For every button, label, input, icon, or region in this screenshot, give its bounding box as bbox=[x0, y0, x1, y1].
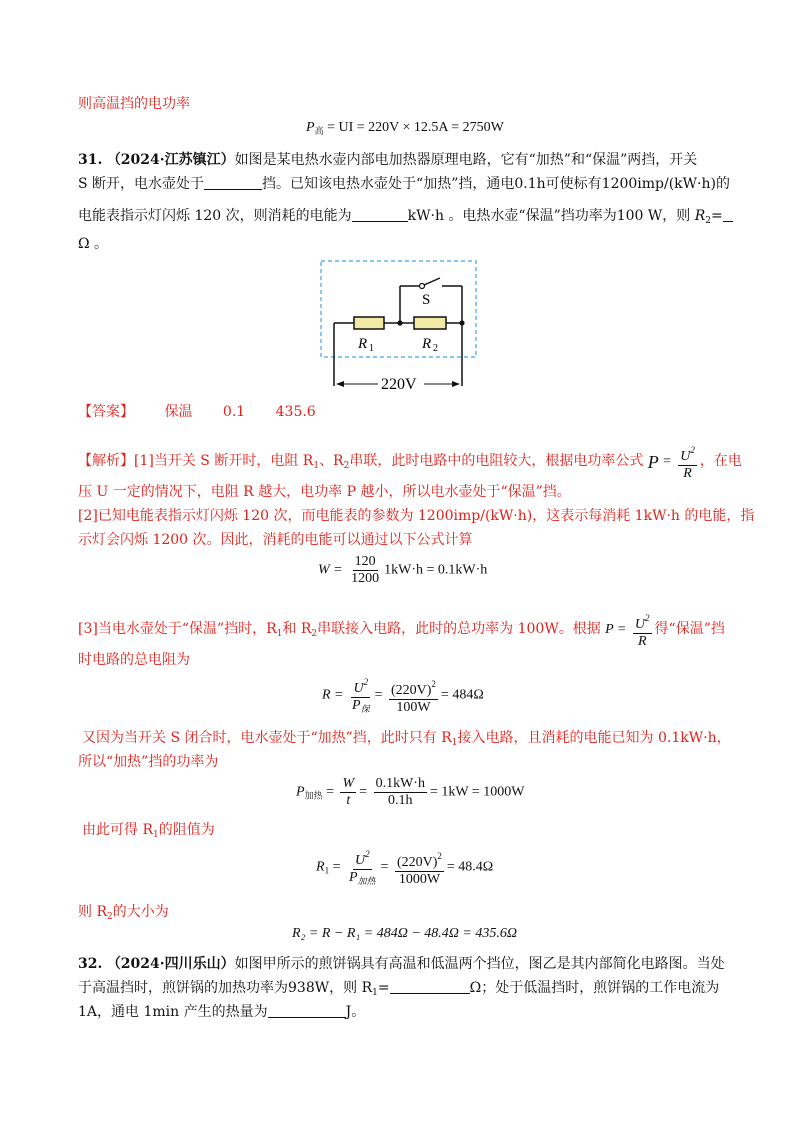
r2-sub: 2 bbox=[433, 343, 438, 354]
equation-r2: R₂ = R − R₁ = 484Ω − 48.4Ω = 435.6Ω bbox=[292, 926, 517, 941]
analysis-text: 串联接入电路，此时的总功率为 100W。根据 bbox=[317, 621, 601, 638]
question-text: 如图甲所示的煎饼锅具有高温和低温两个挡位，图乙是其内部简化电路图。当处 bbox=[234, 956, 725, 972]
question-source: （2024·四川乐山） bbox=[106, 956, 235, 972]
eq-den-sub: 加热 bbox=[357, 876, 376, 886]
eq-den-sub: 保 bbox=[360, 704, 370, 714]
answer-blank-1[interactable] bbox=[204, 175, 262, 190]
analysis-text: 得“保温”挡 bbox=[654, 621, 725, 638]
r2-label: R bbox=[422, 336, 432, 352]
switch-contact bbox=[420, 284, 425, 289]
question-text: 1200imp/(kW·h) bbox=[601, 176, 716, 192]
question-text: 0.1h bbox=[514, 176, 546, 192]
answer-1: 保温 bbox=[164, 404, 193, 420]
resistor-r2 bbox=[414, 317, 446, 329]
eq-den: P bbox=[352, 698, 361, 713]
analysis-p1-line2: 压 U 一定的情况下，电阻 R 越大，电功率 P 越小，所以电水壶处于“保温”挡。 bbox=[78, 484, 571, 500]
analysis-p4-line2: 所以“加热”挡的功率为 bbox=[78, 754, 219, 770]
analysis-p4-line1: 又因为当开关 S 闭合时，电水壶处于“加热”挡，此时只有 $R_1$接入电路，且消耗的电能已知为 0.1kW·h， bbox=[82, 730, 731, 748]
eq-lhs: R bbox=[316, 859, 325, 875]
question-32-line1 bbox=[78, 954, 725, 974]
eq-num: 120 bbox=[354, 554, 376, 569]
question-text: ，则 bbox=[662, 208, 691, 224]
resistor-r1 bbox=[354, 317, 384, 329]
analysis-text: 又因为当开关 S 闭合时，电水壶处于“加热”挡，此时只有 R bbox=[82, 730, 452, 746]
question-text: 的 bbox=[715, 176, 730, 192]
question-text: 于高温挡时，煎饼锅的加热功率为 bbox=[78, 980, 288, 996]
analysis-text: 由此可得 R bbox=[82, 822, 153, 838]
eq-num2: 0.1kW·h bbox=[375, 776, 425, 791]
analysis-p2-line1: [2]已知电能表指示灯闪烁 120 次，而电能表的参数为 1200imp/(kW·h)，这表示每消耗 1kW·h 的电能，指 bbox=[78, 508, 755, 524]
eq-den: 1200 bbox=[351, 571, 380, 586]
eq-den2: 0.1h bbox=[388, 793, 413, 808]
equation-total-resistance: R = $\frac{U^2}{P_保}$ = $\frac{(220V)^2}{100W}$ = 484Ω bbox=[322, 674, 484, 717]
answer-blank-2[interactable] bbox=[352, 207, 408, 222]
answer-label: 【答案】 bbox=[78, 404, 134, 420]
r1-sub: 1 bbox=[369, 343, 374, 354]
equation-r1: $R_1$ = $\frac{U^2}{P_{加热}}$ = $\frac{(220V)^2}{1000W}$ = 48.4Ω bbox=[316, 846, 493, 889]
question-text: 挡。已知该电热水壶处于“加热”挡，通电 bbox=[262, 176, 515, 192]
question-text: Ω；处于低温挡时，煎饼锅的工作电流为 bbox=[469, 980, 720, 996]
analysis-text: [1]当开关 S 断开时，电阻 R bbox=[134, 453, 314, 470]
question-31-line2 bbox=[78, 174, 730, 194]
question-32-line3 bbox=[78, 1002, 365, 1022]
eq-rest: = 48.4Ω bbox=[446, 859, 494, 875]
question-31-line1 bbox=[78, 150, 697, 170]
eq-rest: 1kW·h = 0.1kW·h bbox=[384, 562, 488, 578]
eq-lhs: P bbox=[296, 784, 305, 800]
analysis-text: 的大小为 bbox=[112, 904, 169, 920]
switch-label: S bbox=[422, 292, 431, 308]
question-32-line2: 于高温挡时，煎饼锅的加热功率为938W，则 $R_1= \Omega$；处于低温挡时，煎饼锅的工作电流为 bbox=[78, 980, 720, 998]
answer-blank-heat[interactable] bbox=[268, 1003, 346, 1018]
question-text: ，则 R bbox=[329, 980, 373, 996]
analysis-p2-line2: 示灯会闪烁 1200 次。因此，消耗的电能可以通过以下公式计算 bbox=[78, 532, 473, 548]
eq-den2: 100W bbox=[396, 699, 431, 715]
equation-power-high: $P_高$ = UI = 220V × 12.5A = 2750W bbox=[306, 120, 504, 136]
intro-line: 则高温挡的电功率 bbox=[78, 96, 190, 112]
eq-den: t bbox=[346, 793, 351, 808]
eq-rest: = 484Ω bbox=[440, 687, 484, 703]
analysis-p6: 则 $R_2$的大小为 bbox=[78, 904, 169, 922]
eq-rest: = 1kW = 1000W bbox=[429, 784, 525, 800]
analysis-text: 和 R bbox=[282, 621, 312, 638]
question-text: 1A，通电 1min 产生的热量为 bbox=[78, 1004, 268, 1020]
eq-lhs: R = bbox=[322, 687, 344, 703]
question-text: = bbox=[711, 208, 723, 224]
analysis-text: 的阻值为 bbox=[158, 822, 215, 838]
analysis-text: 则 R bbox=[78, 904, 107, 920]
eq-num2: (220V) bbox=[390, 682, 432, 698]
question-text: 938W bbox=[288, 980, 330, 996]
analysis-p1-line1: 【解析】[1]当开关 S 断开时，电阻 $R_1$、$R_2$串联，此时电路中的电阻较大，根据电功率公式 P = $\frac{U^2}{R}$ ，在电 bbox=[78, 442, 742, 482]
question-text: kW·h 。电热水壶“保温”挡功率为 bbox=[407, 208, 617, 224]
question-text: 如图是某电热水壶内部电加热器原理电路，它有“加热”和“保温”两挡，开关 bbox=[234, 152, 698, 168]
analysis-p3-line1: [3]当电水壶处于“保温”挡时，$R_1$和 $R_2$串联接入电路，此时的总功率为 100W。根据 P = $\frac{U^2}{R}$ 得“保温”挡 bbox=[78, 610, 725, 650]
formula-p-u2-r: P = $\frac{U^2}{R}$ bbox=[648, 442, 700, 482]
question-text: = bbox=[377, 980, 390, 996]
eq-num: W bbox=[342, 776, 355, 791]
analysis-p3-line2: 时电路的总电阻为 bbox=[78, 652, 190, 668]
question-source: （2024·江苏镇江） bbox=[106, 152, 235, 168]
equation-heating-power: $P_{加热}$ = $\frac{W}{t}$ = $\frac{0.1kW\cdot h}{0.1h}$ = 1kW = 1000W bbox=[296, 776, 525, 808]
question-text: J。 bbox=[345, 1004, 366, 1020]
eq-sub: 高 bbox=[314, 126, 324, 136]
question-text: 100 W bbox=[616, 208, 663, 224]
question-number: 32. bbox=[78, 956, 103, 972]
question-number: 31. bbox=[78, 152, 103, 168]
eq-den2: 1000W bbox=[398, 871, 441, 887]
question-31-line4: Ω 。 bbox=[78, 236, 109, 252]
analysis-text: [3]当电水壶处于“保温”挡时，R bbox=[78, 621, 277, 638]
question-text: R bbox=[694, 208, 706, 224]
answer-line bbox=[78, 402, 316, 422]
answer-blank-r1[interactable] bbox=[390, 979, 470, 994]
question-text: 电能表指示灯闪烁 120 次，则消耗的电能为 bbox=[78, 208, 352, 224]
dashed-box bbox=[321, 261, 476, 357]
analysis-text: 接入电路，且消耗的电能已知为 0.1kW·h， bbox=[457, 730, 731, 746]
equation-energy bbox=[318, 554, 487, 587]
eq-lhs: W = bbox=[318, 562, 343, 578]
formula-p-u2-r-small: P = $\frac{U^2}{R}$ bbox=[605, 622, 654, 637]
analysis-text: ，在电 bbox=[699, 453, 742, 470]
eq-lhs-sub: 1 bbox=[324, 865, 330, 876]
eq-num: U bbox=[354, 853, 366, 868]
answer-3: 435.6 bbox=[275, 404, 316, 420]
eq-num: U bbox=[353, 681, 364, 696]
eq-num2: (220V) bbox=[396, 854, 438, 870]
question-text: S 断开，电水壶处于 bbox=[78, 176, 205, 192]
switch-s bbox=[424, 278, 440, 285]
answer-2: 0.1 bbox=[222, 404, 246, 420]
eq-den: P bbox=[348, 870, 358, 885]
answer-blank-3[interactable] bbox=[723, 207, 733, 222]
eq-lhs-sub: 加热 bbox=[304, 790, 323, 801]
analysis-label: 【解析】 bbox=[78, 453, 134, 470]
voltage-label: 220V bbox=[381, 376, 417, 393]
analysis-text: 串联，此时电路中的电阻较大，根据电功率公式 bbox=[349, 453, 644, 470]
circuit-diagram bbox=[318, 258, 484, 398]
analysis-text: 、R bbox=[319, 453, 344, 470]
question-text: 可使标有 bbox=[545, 176, 602, 192]
eq-rhs: = UI = 220V × 12.5A = 2750W bbox=[327, 120, 504, 135]
question-31-line3: 电能表指示灯闪烁 120 次，则消耗的电能为 kW·h 。电热水壶“保温”挡功率为100 W，则 $R_2=$ bbox=[78, 206, 733, 231]
r1-label: R bbox=[358, 336, 368, 352]
analysis-p5: 由此可得 $R_1$的阻值为 bbox=[82, 822, 215, 840]
